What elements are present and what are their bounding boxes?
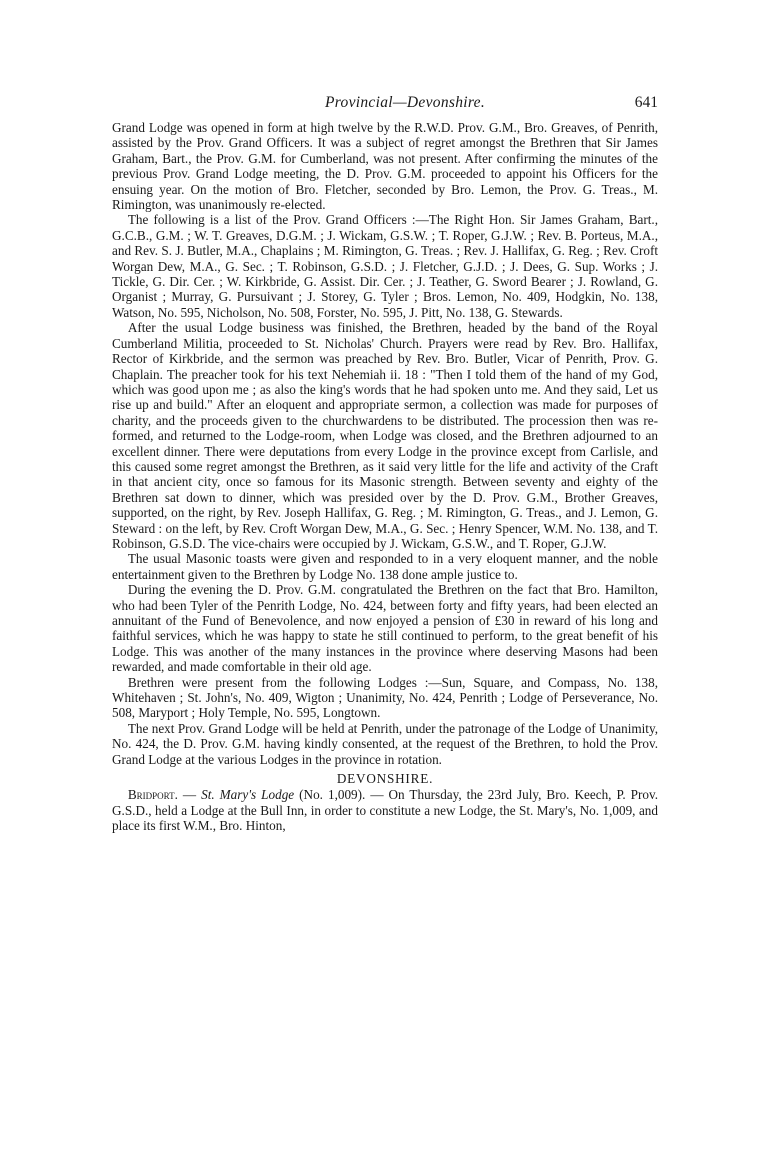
section-heading: DEVONSHIRE.: [336, 771, 434, 787]
page-number: 641: [634, 94, 658, 111]
paragraph: Brethren were present from the following Lodges :—Sun, Square, and Compass, No. 138, Whitehaven ; St. John's, No. 409, Wigton ; Unanimity, No. 424, Penrith ; Lodge of Perseverance, No. 508, Maryport ; Holy Temple, No. 595, Longtown.: [112, 674, 658, 721]
dash: —: [177, 787, 202, 803]
paragraph: The next Prov. Grand Lodge will be held at Penrith, under the patronage of the Lodge of Unanimity, No. 424, the D. Prov. G.M. having kindly consented, at the request of the Brethren, to hold the Prov. Grand Lodge at the various Lodges in the province in rotation.: [112, 720, 658, 767]
paragraph: Grand Lodge was opened in form at high twelve by the R.W.D. Prov. G.M., Bro. Greaves, of Penrith, assisted by the Prov. Grand Officers. It was a subject of regret amongst the Brethren that Sir James Graham, Bart., the Prov. G.M. for Cumberland, was not present. After confirming the minutes of the previous Prov. Grand Lodge meeting, the D. Prov. G.M. proceeded to appoint his Officers for the ensuing year. On the motion of Bro. Fletcher, seconded by Bro. Lemon, the Prov. G. Treas., M. Rimington, was unanimously re-elected.: [112, 120, 658, 213]
paragraph: The usual Masonic toasts were given and responded to in a very eloquent manner, and the noble entertainment given to the Brethren by Lodge No. 138 done ample justice to.: [112, 551, 658, 582]
lodge-name: St. Mary's Lodge: [201, 787, 295, 803]
section-text: (No. 1,009). — On Thursday, the 23rd July, Bro. Keech, P. Prov. G.S.D., held a Lodge at the Bull Inn, in order to constitute a new Lodge, the St. Mary's, No. 1,009, and place its first W.M., Bro. Hinton,: [112, 787, 658, 834]
article-body: [112, 120, 658, 834]
page-header: [112, 94, 658, 120]
running-title: Provincial—Devonshire.: [325, 94, 485, 111]
paragraph: After the usual Lodge business was finished, the Brethren, headed by the band of the Royal Cumberland Militia, proceeded to St. Nicholas' Church. Prayers were read by Rev. Bro. Hallifax, Rector of Kirkbride, and the sermon was preached by Rev. Bro. Butler, Vicar of Penrith, Prov. G. Chaplain. The preacher took for his text Nehemiah ii. 18 : "Then I told them of the hand of my God, which was good upon me ; as also the king's words that he had spoken unto me. And they said, Let us rise up and build." After an eloquent and appropriate sermon, a collection was made for purposes of charity, and the proceeds given to the churchwardens to be distributed. The procession then was re-formed, and returned to the Lodge-room, when Lodge was closed, and the Brethren adjourned to an excellent dinner. There were deputations from every Lodge in the province except from Carlisle, and this caused some regret amongst the Brethren, as it said very little for the life and activity of the Craft in that ancient city, once so famous for its Masonic strength. Between seventy and eighty of the Brethren sat down to dinner, which was presided over by the D. Prov. G.M., Brother Greaves, supported, on the right, by Rev. Joseph Hallifax, G. Reg. ; M. Rimington, G. Treas., and J. Lemon, G. Steward : on the left, by Rev. Croft Worgan Dew, M.A., G. Sec. ; Henry Spencer, W.M. No. 138, and T. Robinson, G.S.D. The vice-chairs were occupied by J. Wickam, G.S.W., and T. Roper, G.J.W.: [112, 320, 658, 551]
section-paragraph: [112, 787, 658, 833]
paragraph: The following is a list of the Prov. Grand Officers :—The Right Hon. Sir James Graham, Bart., G.C.B., G.M. ; W. T. Greaves, D.G.M. ; J. Wickam, G.S.W. ; T. Roper, G.J.W. ; Rev. B. Porteus, M.A., and Rev. S. J. Butler, M.A., Chaplains ; M. Rimington, G. Treas. ; Rev. J. Hallifax, G. Reg. ; Rev. Croft Worgan Dew, M.A., G. Sec. ; T. Robinson, G.S.D. ; J. Fletcher, G.J.D. ; J. Dees, G. Sup. Works ; J. Tickle, G. Dir. Cer. ; W. Kirkbride, G. Assist. Dir. Cer. ; J. Teather, G. Sword Bearer ; J. Rowland, G. Organist ; Murray, G. Pursuivant ; J. Storey, G. Tyler ; Bros. Lemon, No. 409, Hodgkin, No. 138, Watson, No. 595, Nicholson, No. 508, Forster, No. 595, J. Pitt, No. 138, G. Stewards.: [112, 212, 658, 320]
place-name: Bridport.: [127, 787, 178, 803]
paragraph: During the evening the D. Prov. G.M. congratulated the Brethren on the fact that Bro. Hamilton, who had been Tyler of the Penrith Lodge, No. 424, between forty and fifty years, had been elected an annuitant of the Fund of Benevolence, and now enjoyed a pension of £30 in reward of his long and faithful services, which he was happy to state he still continued to perform, to the great benefit of his Lodge. This was another of the many instances in the province where deserving Masons had been rewarded, and made comfortable in their old age.: [112, 582, 658, 675]
